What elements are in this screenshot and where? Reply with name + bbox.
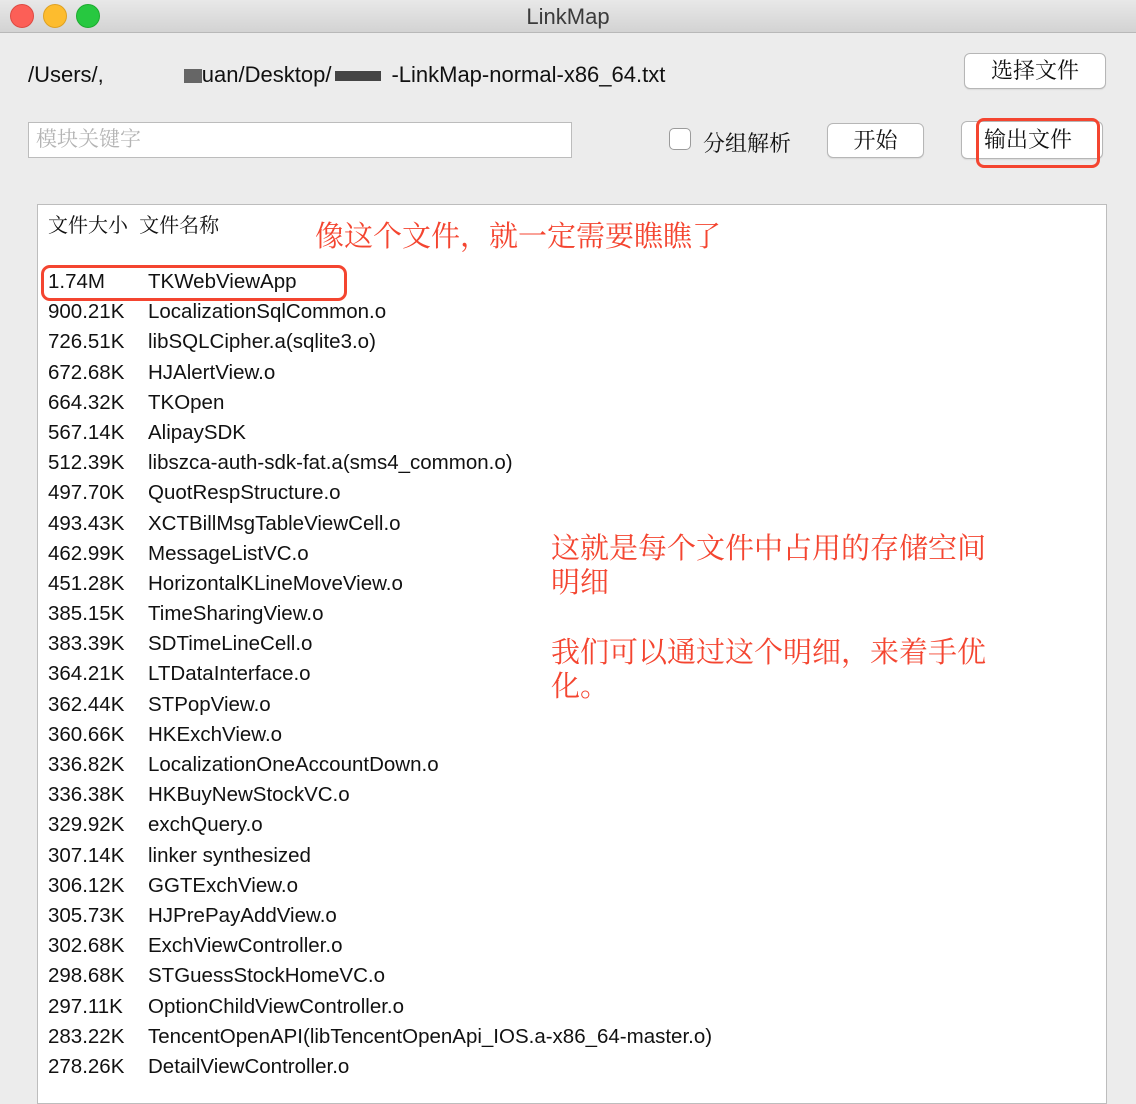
file-size: 383.39K: [48, 632, 125, 656]
file-name: HJAlertView.o: [148, 360, 276, 384]
list-item: [38, 931, 1106, 961]
file-size: 305.73K: [48, 903, 125, 927]
list-item: [38, 327, 1106, 357]
file-size: 900.21K: [48, 300, 125, 324]
file-size: 283.22K: [48, 1024, 125, 1048]
annotation-file-note: 像这个文件，就一定需要瞧瞧了: [315, 221, 722, 253]
file-name: libSQLCipher.a(sqlite3.o): [148, 330, 376, 354]
file-name: TKWebViewApp: [148, 270, 297, 293]
file-size: 462.99K: [48, 541, 125, 565]
path-suffix: -LinkMap-normal-x86_64.txt: [391, 62, 666, 87]
list-item: [38, 871, 1106, 901]
file-name: GGTExchView.o: [148, 873, 299, 897]
annotation-optimize-note: 我们可以通过这个明细，来着手优化。: [551, 637, 987, 703]
list-item: [38, 810, 1106, 840]
file-name: DetailViewController.o: [148, 1054, 350, 1078]
path-prefix: /Users/,: [28, 62, 104, 87]
list-item: [38, 780, 1106, 810]
file-path-label: [28, 62, 665, 88]
list-item: [38, 720, 1106, 750]
group-parse-checkbox[interactable]: [669, 128, 691, 150]
file-name: XCTBillMsgTableViewCell.o: [148, 511, 401, 535]
file-name: HorizontalKLineMoveView.o: [148, 571, 403, 595]
file-name: HKBuyNewStockVC.o: [148, 783, 350, 807]
file-name: exchQuery.o: [148, 813, 263, 837]
list-header: 文件大小 文件名称: [48, 215, 220, 237]
list-item: [38, 961, 1106, 991]
file-name: linker synthesized: [148, 843, 311, 867]
file-size: 364.21K: [48, 662, 125, 686]
file-name: TKOpen: [148, 390, 225, 414]
select-file-button[interactable]: 选择文件: [964, 53, 1106, 89]
file-size: 672.68K: [48, 360, 125, 384]
list-item: [38, 358, 1106, 388]
list-item: [38, 388, 1106, 418]
file-name: LTDataInterface.o: [148, 662, 311, 686]
file-size: 336.38K: [48, 783, 125, 807]
file-name: LocalizationSqlCommon.o: [148, 300, 387, 324]
list-item: [38, 901, 1106, 931]
export-highlight-box: [976, 118, 1100, 168]
file-name: QuotRespStructure.o: [148, 481, 341, 505]
export-file-button[interactable]: 输出文件: [961, 121, 1103, 159]
list-item: [38, 992, 1106, 1022]
file-name: TencentOpenAPI(libTencentOpenApi_IOS.a-x86_64-master.o): [148, 1024, 713, 1048]
file-name: HKExchView.o: [148, 722, 283, 746]
list-item: [38, 297, 1106, 327]
list-item: [38, 750, 1106, 780]
group-parse-label[interactable]: 分组解析: [703, 131, 792, 156]
list-item: [38, 599, 1106, 629]
list-item: [38, 1022, 1106, 1052]
file-size: 360.66K: [48, 722, 125, 746]
list-item: [38, 841, 1106, 871]
list-item: [38, 1052, 1106, 1082]
window-title: LinkMap: [526, 4, 610, 29]
file-size: 493.43K: [48, 511, 125, 535]
top-row-highlight-box: [41, 265, 347, 301]
file-size: 297.11K: [48, 994, 123, 1018]
file-name: libszca-auth-sdk-fat.a(sms4_common.o): [148, 451, 513, 475]
file-name: STGuessStockHomeVC.o: [148, 964, 385, 988]
file-name: OptionChildViewController.o: [148, 994, 405, 1018]
file-size: 497.70K: [48, 481, 125, 505]
list-item: [38, 478, 1106, 508]
file-name: HJPrePayAddView.o: [148, 903, 337, 927]
file-size: 278.26K: [48, 1054, 125, 1078]
file-size: 298.68K: [48, 964, 125, 988]
file-size: 726.51K: [48, 330, 125, 354]
file-name: LocalizationOneAccountDown.o: [148, 753, 439, 776]
file-size: 567.14K: [48, 420, 125, 444]
file-size: 664.32K: [48, 390, 125, 414]
redaction-block: [184, 69, 202, 83]
annotation-detail-note: 这就是每个文件中占用的存储空间明细: [551, 533, 987, 599]
file-size: 307.14K: [48, 843, 125, 867]
file-size: 302.68K: [48, 934, 125, 958]
file-name: AlipaySDK: [148, 420, 246, 444]
file-name: ExchViewController.o: [148, 934, 343, 958]
path-mid: uan/Desktop/: [201, 62, 332, 87]
file-name: STPopView.o: [148, 692, 271, 716]
file-size: 385.15K: [48, 602, 125, 626]
title-bar: [0, 0, 1136, 33]
file-size: 306.12K: [48, 873, 125, 897]
module-keyword-input[interactable]: [28, 122, 572, 158]
file-size: 1.74M: [48, 270, 105, 293]
start-button[interactable]: 开始: [827, 123, 924, 158]
file-size: 336.82K: [48, 753, 125, 776]
redaction-block: [335, 71, 381, 81]
file-size: 362.44K: [48, 692, 125, 716]
file-name: SDTimeLineCell.o: [148, 632, 313, 656]
list-item: [38, 418, 1106, 448]
list-item: [38, 448, 1106, 478]
file-size: 512.39K: [48, 451, 125, 475]
file-size: 451.28K: [48, 571, 125, 595]
file-name: MessageListVC.o: [148, 541, 309, 565]
file-size: 329.92K: [48, 813, 125, 837]
file-name: TimeSharingView.o: [148, 602, 324, 626]
